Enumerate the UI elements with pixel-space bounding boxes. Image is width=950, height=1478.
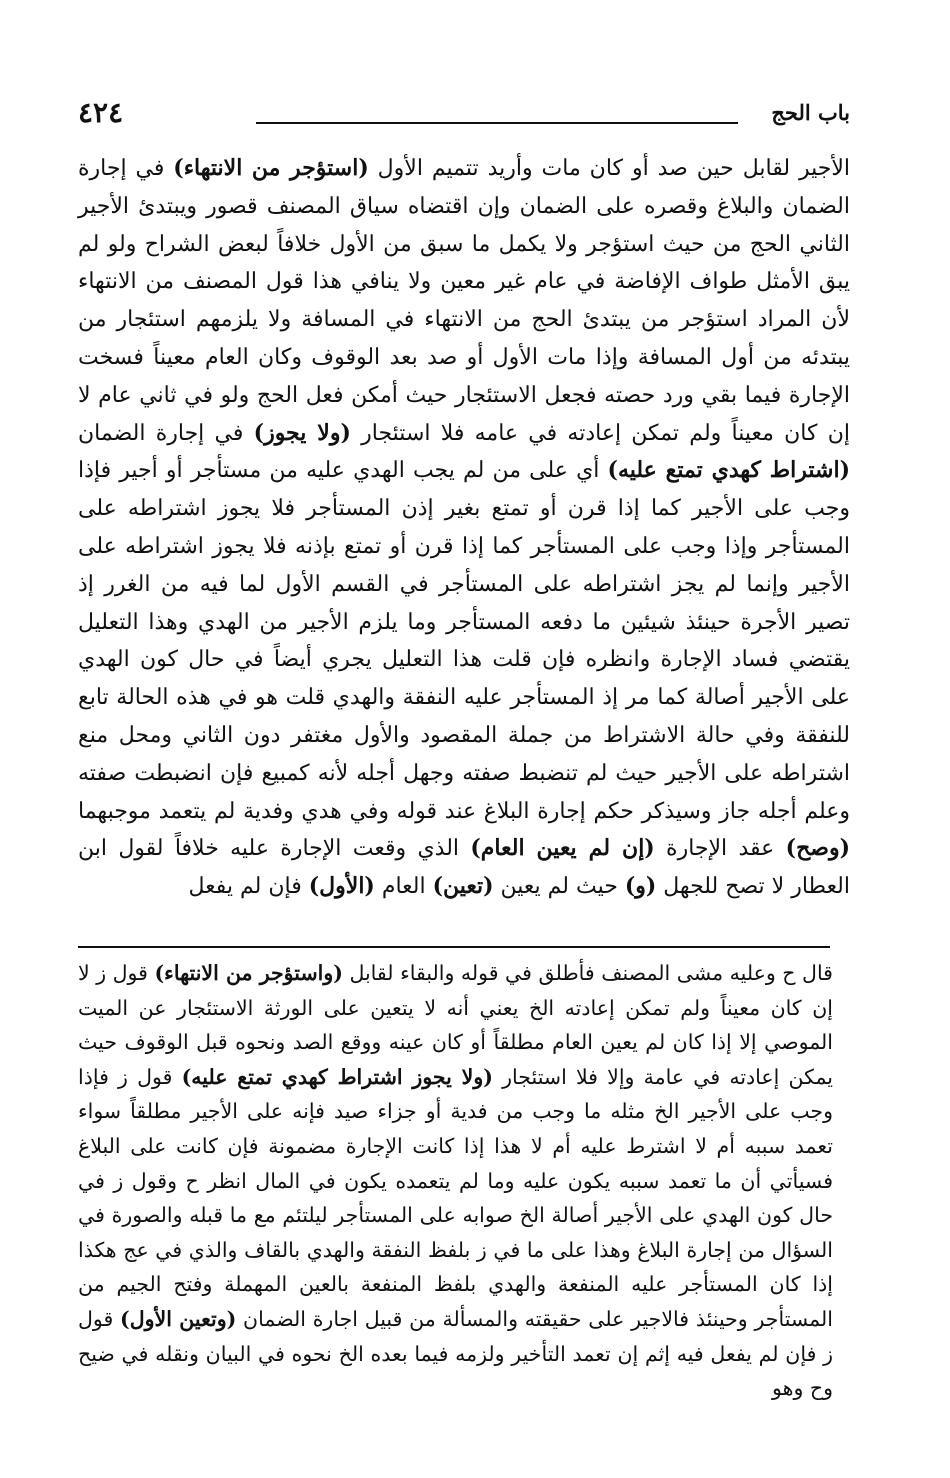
bold-matn-phrase: (ولا يجوز)	[253, 419, 351, 446]
bold-matn-phrase: (إن لم يعين العام)	[470, 835, 655, 862]
footnote-paragraph	[78, 956, 833, 1406]
bold-matn-phrase: (ولا يجوز اشتراط كهدي تمتع عليه)	[181, 1064, 493, 1089]
text-run: قال ح وعليه مشى المصنف فأطلق في قوله والبقاء لقابل	[342, 961, 833, 985]
bold-matn-phrase: (وصح)	[785, 835, 850, 862]
text-run: في إجارة الضمان	[78, 420, 254, 446]
chapter-title: باب الحج	[771, 100, 850, 125]
text-run: الذي وقعت الإجارة عليه خلافاً لقول ابن العطار لا تصح للجهل	[78, 836, 850, 900]
text-run: أي على من لم يجب الهدي عليه من مستأجر أو أجير فإذا وجب على الأجير كما إذا قرن أو تمتع بغير إذن المستأجر فلا يجوز اشتراطه على المستأجر وإذا وجب على المستأجر كما إذا قرن أو تمتع بإذنه فلا يجوز اشتراطه على الأجير وإنما لم يجز اشتراطه على المستأجر في القسم الأول لما فيه من الغرر إذ تصير الأجرة حينئذ شيئين ما دفعه المستأجر وما يلزم الأجير من الهدي وهذا التعليل يقتضي فساد الإجارة وانظره فإن قلت هذا التعليل يجري أيضاً في حال كون الهدي على الأجير أصالة كما مر إذ المستأجر عليه النفقة والهدي قلت هو في هذه الحالة تابع للنفقة وفي حالة الاشتراط من جملة المقصود والأول مغتفر دون الثاني ومحل منع اشتراطه على الأجير حيث لم تنضبط صفته وجهل أجله لأنه كمبيع فإن انضبطت صفته وعلم أجله جاز وسيذكر حكم إجارة البلاغ عند قوله وفي هدي وفدية لم يتعمد موجبهما	[78, 458, 850, 824]
text-run: في إجارة الضمان والبلاغ وقصره على الضمان وإن اقتضاه سياق المصنف قصور ويبتدئ الأجير الثاني الحج من حيث استؤجر ولا يكمل ما سبق من الأول خلافاً لبعض الشراح ولو لم يبق الأمثل طواف الإفاضة في عام غير معين ولا ينافي هذا قول المصنف من الانتهاء لأن المراد استؤجر من يبتدئ الحج من الانتهاء في المسافة ولا يلزمهم استئجار من يبتدئه من أول المسافة وإذا مات الأول أو صد بعد الوقوف وكان العام معيناً فسخت الإجارة فيما بقي ورد حصته فجعل الاستئجار حيث أمكن فعل الحج ولو في ثاني عام لا إن كان معيناً ولم تمكن إعادته في عامه فلا استئجار	[78, 156, 851, 446]
page-header	[78, 96, 850, 136]
text-run: العام	[374, 874, 433, 900]
main-text	[78, 150, 850, 906]
text-run: عقد الإجارة	[654, 836, 786, 862]
bold-matn-phrase: (و)	[624, 873, 657, 900]
footnote-rule	[78, 946, 830, 948]
text-run: قول ز فإن لم يفعل فيه إثم إن تعمد التأخير ولزمه فيما بعده الخ نحوه في البيان ونقله في ضيح وح وهو	[78, 1306, 833, 1401]
page-number: ٤٢٤	[78, 96, 124, 129]
text-run: قول ز فإذا وجب على الأجير الخ مثله ما وجب من فدية أو جزاء صيد فإنه على الأجير مطلقاً سواء تعمد سببه أم لا اشترط عليه أم لا هذا إذا كانت الإجارة مضمونة فإن كانت على البلاغ فسيأتي أن ما تعمد سببه يكون عليه وما لم يتعمده يكون في المال انظر ح وقول ز في حال كون الهدي على الأجير أصالة الخ صوابه على المستأجر ليلتئم مع ما قبله والصورة في السؤال من إجارة البلاغ وهذا على ما في ز بلفظ النفقة والهدي بالقاف والذي في عج هكذا إذا كان المستأجر عليه المنفعة والهدي بلفظ المنفعة بالعين المهملة وفتح الجيم من المستأجر وحينئذ فالاجير على حقيقته والمسألة من قبيل اجارة الضمان	[78, 1064, 833, 1331]
bold-matn-phrase: (الأول)	[308, 873, 375, 900]
footnotes	[78, 956, 833, 1406]
bold-matn-phrase: (استؤجر من الانتهاء)	[173, 155, 369, 181]
main-paragraph	[78, 150, 850, 906]
text-run: قول ز لا إن كان معيناً ولم تمكن إعادته الخ يعني أنه لا يتعين على الورثة الاستئجار عن الميت الموصي إلا إذا كان لم يعين العام مطلقاً أو كان عينه ووقع الصد ونحوه قبل الوقوف حيث يمكن إعادته في عامة وإلا فلا استئجار	[78, 961, 834, 1089]
text-run: الأجير لقابل حين صد أو كان مات وأريد تتميم الأول	[368, 156, 850, 181]
text-run: فإن لم يفعل	[188, 874, 309, 900]
bold-matn-phrase: (وتعين الأول)	[120, 1306, 237, 1331]
bold-matn-phrase: (واستؤجر من الانتهاء)	[154, 961, 343, 985]
text-run: حيث لم يعين	[493, 874, 625, 900]
header-rule	[256, 122, 738, 124]
bold-matn-phrase: (اشتراط كهدي تمتع عليه)	[607, 457, 850, 484]
bold-matn-phrase: (تعين)	[432, 873, 494, 900]
